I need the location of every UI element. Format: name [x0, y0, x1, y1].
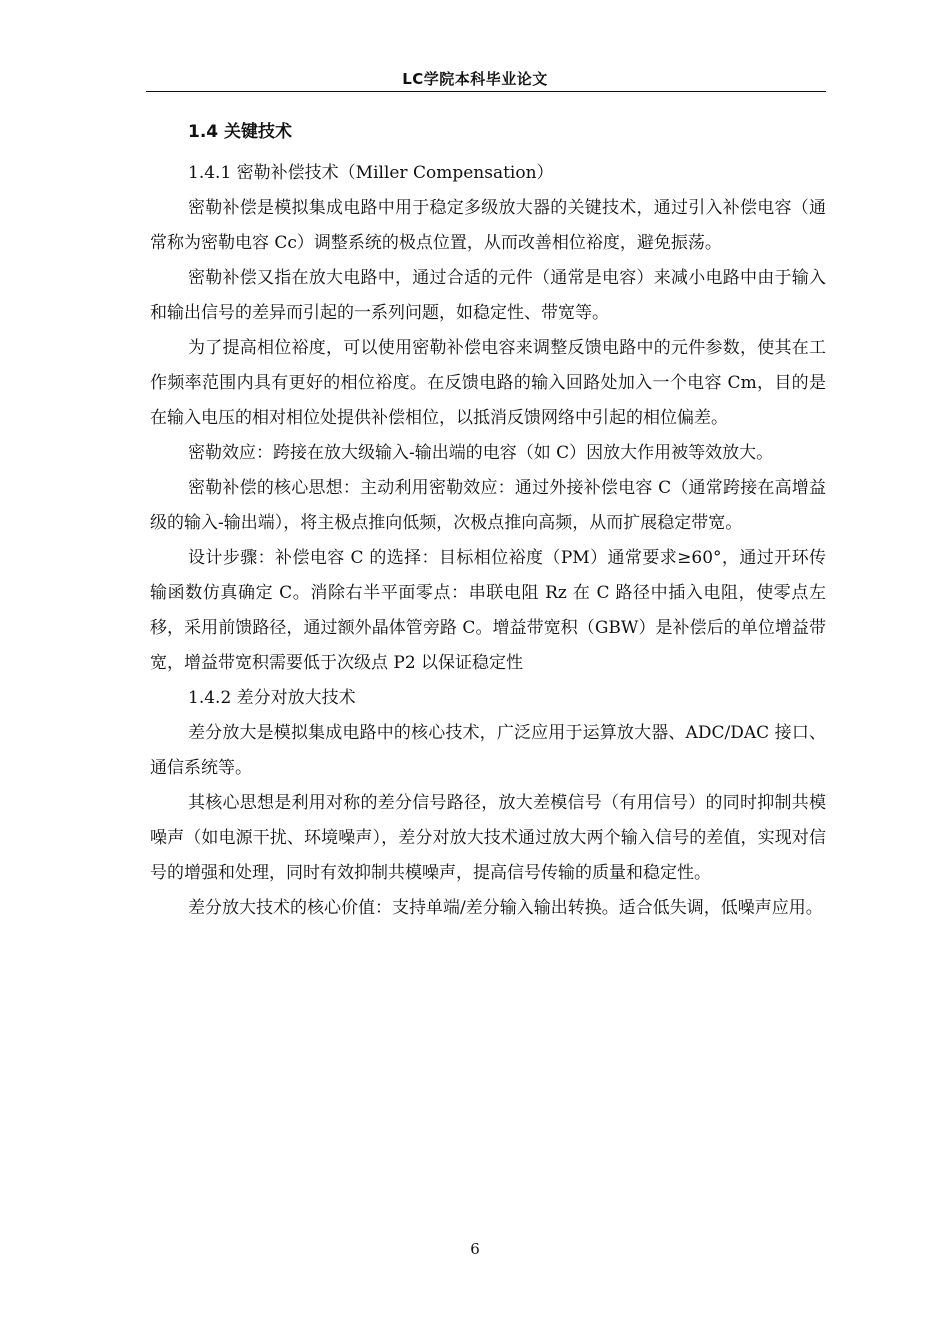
paragraph: 密勒效应：跨接在放大级输入-输出端的电容（如 C）因放大作用被等效放大。	[188, 443, 774, 463]
paragraph: 设计步骤：补偿电容 C 的选择：目标相位裕度（PM）通常要求≥60°，通过开环传输函数仿真确定 C。消除右半平面零点：串联电阻 Rz 在 C 路径中插入电阻，使零点左移，采用前馈路径，通过额外晶体管旁路 C。增益带宽积（GBW）是补偿后的单位增益带宽，增益带宽积需要低于次级点 P2 以保证稳定性	[150, 548, 826, 673]
page-body	[150, 110, 826, 926]
paragraph: 差分放大技术的核心价值：支持单端/差分输入输出转换。适合低失调，低噪声应用。	[188, 898, 823, 918]
paragraph: 密勒补偿的核心思想：主动利用密勒效应：通过外接补偿电容 C（通常跨接在高增益级的输入-输出端），将主极点推向低频，次极点推向高频，从而扩展稳定带宽。	[150, 478, 826, 533]
subsection-heading-miller: 1.4.1 密勒补偿技术（Miller Compensation）	[188, 163, 554, 183]
running-header: LC学院本科毕业论文	[402, 70, 548, 88]
page-number: 6	[470, 1240, 480, 1258]
subsection-heading-differential: 1.4.2 差分对放大技术	[188, 688, 356, 708]
paragraph: 其核心思想是利用对称的差分信号路径，放大差模信号（有用信号）的同时抑制共模噪声（如电源干扰、环境噪声），差分对放大技术通过放大两个输入信号的差值，实现对信号的增强和处理，同时有效抑制共模噪声，提高信号传输的质量和稳定性。	[150, 793, 826, 883]
header-divider	[146, 91, 826, 92]
paragraph: 差分放大是模拟集成电路中的核心技术，广泛应用于运算放大器、ADC/DAC 接口、通信系统等。	[150, 723, 826, 778]
paragraph: 密勒补偿又指在放大电路中，通过合适的元件（通常是电容）来减小电路中由于输入和输出信号的差异而引起的一系列问题，如稳定性、带宽等。	[150, 268, 826, 323]
section-heading: 1.4 关键技术	[188, 122, 293, 142]
paragraph: 密勒补偿是模拟集成电路中用于稳定多级放大器的关键技术，通过引入补偿电容（通常称为密勒电容 Cc）调整系统的极点位置，从而改善相位裕度，避免振荡。	[150, 198, 826, 253]
paragraph: 为了提高相位裕度，可以使用密勒补偿电容来调整反馈电路中的元件参数，使其在工作频率范围内具有更好的相位裕度。在反馈电路的输入回路处加入一个电容 Cm，目的是在输入电压的相对相位处提供补偿相位，以抵消反馈网络中引起的相位偏差。	[150, 338, 826, 428]
